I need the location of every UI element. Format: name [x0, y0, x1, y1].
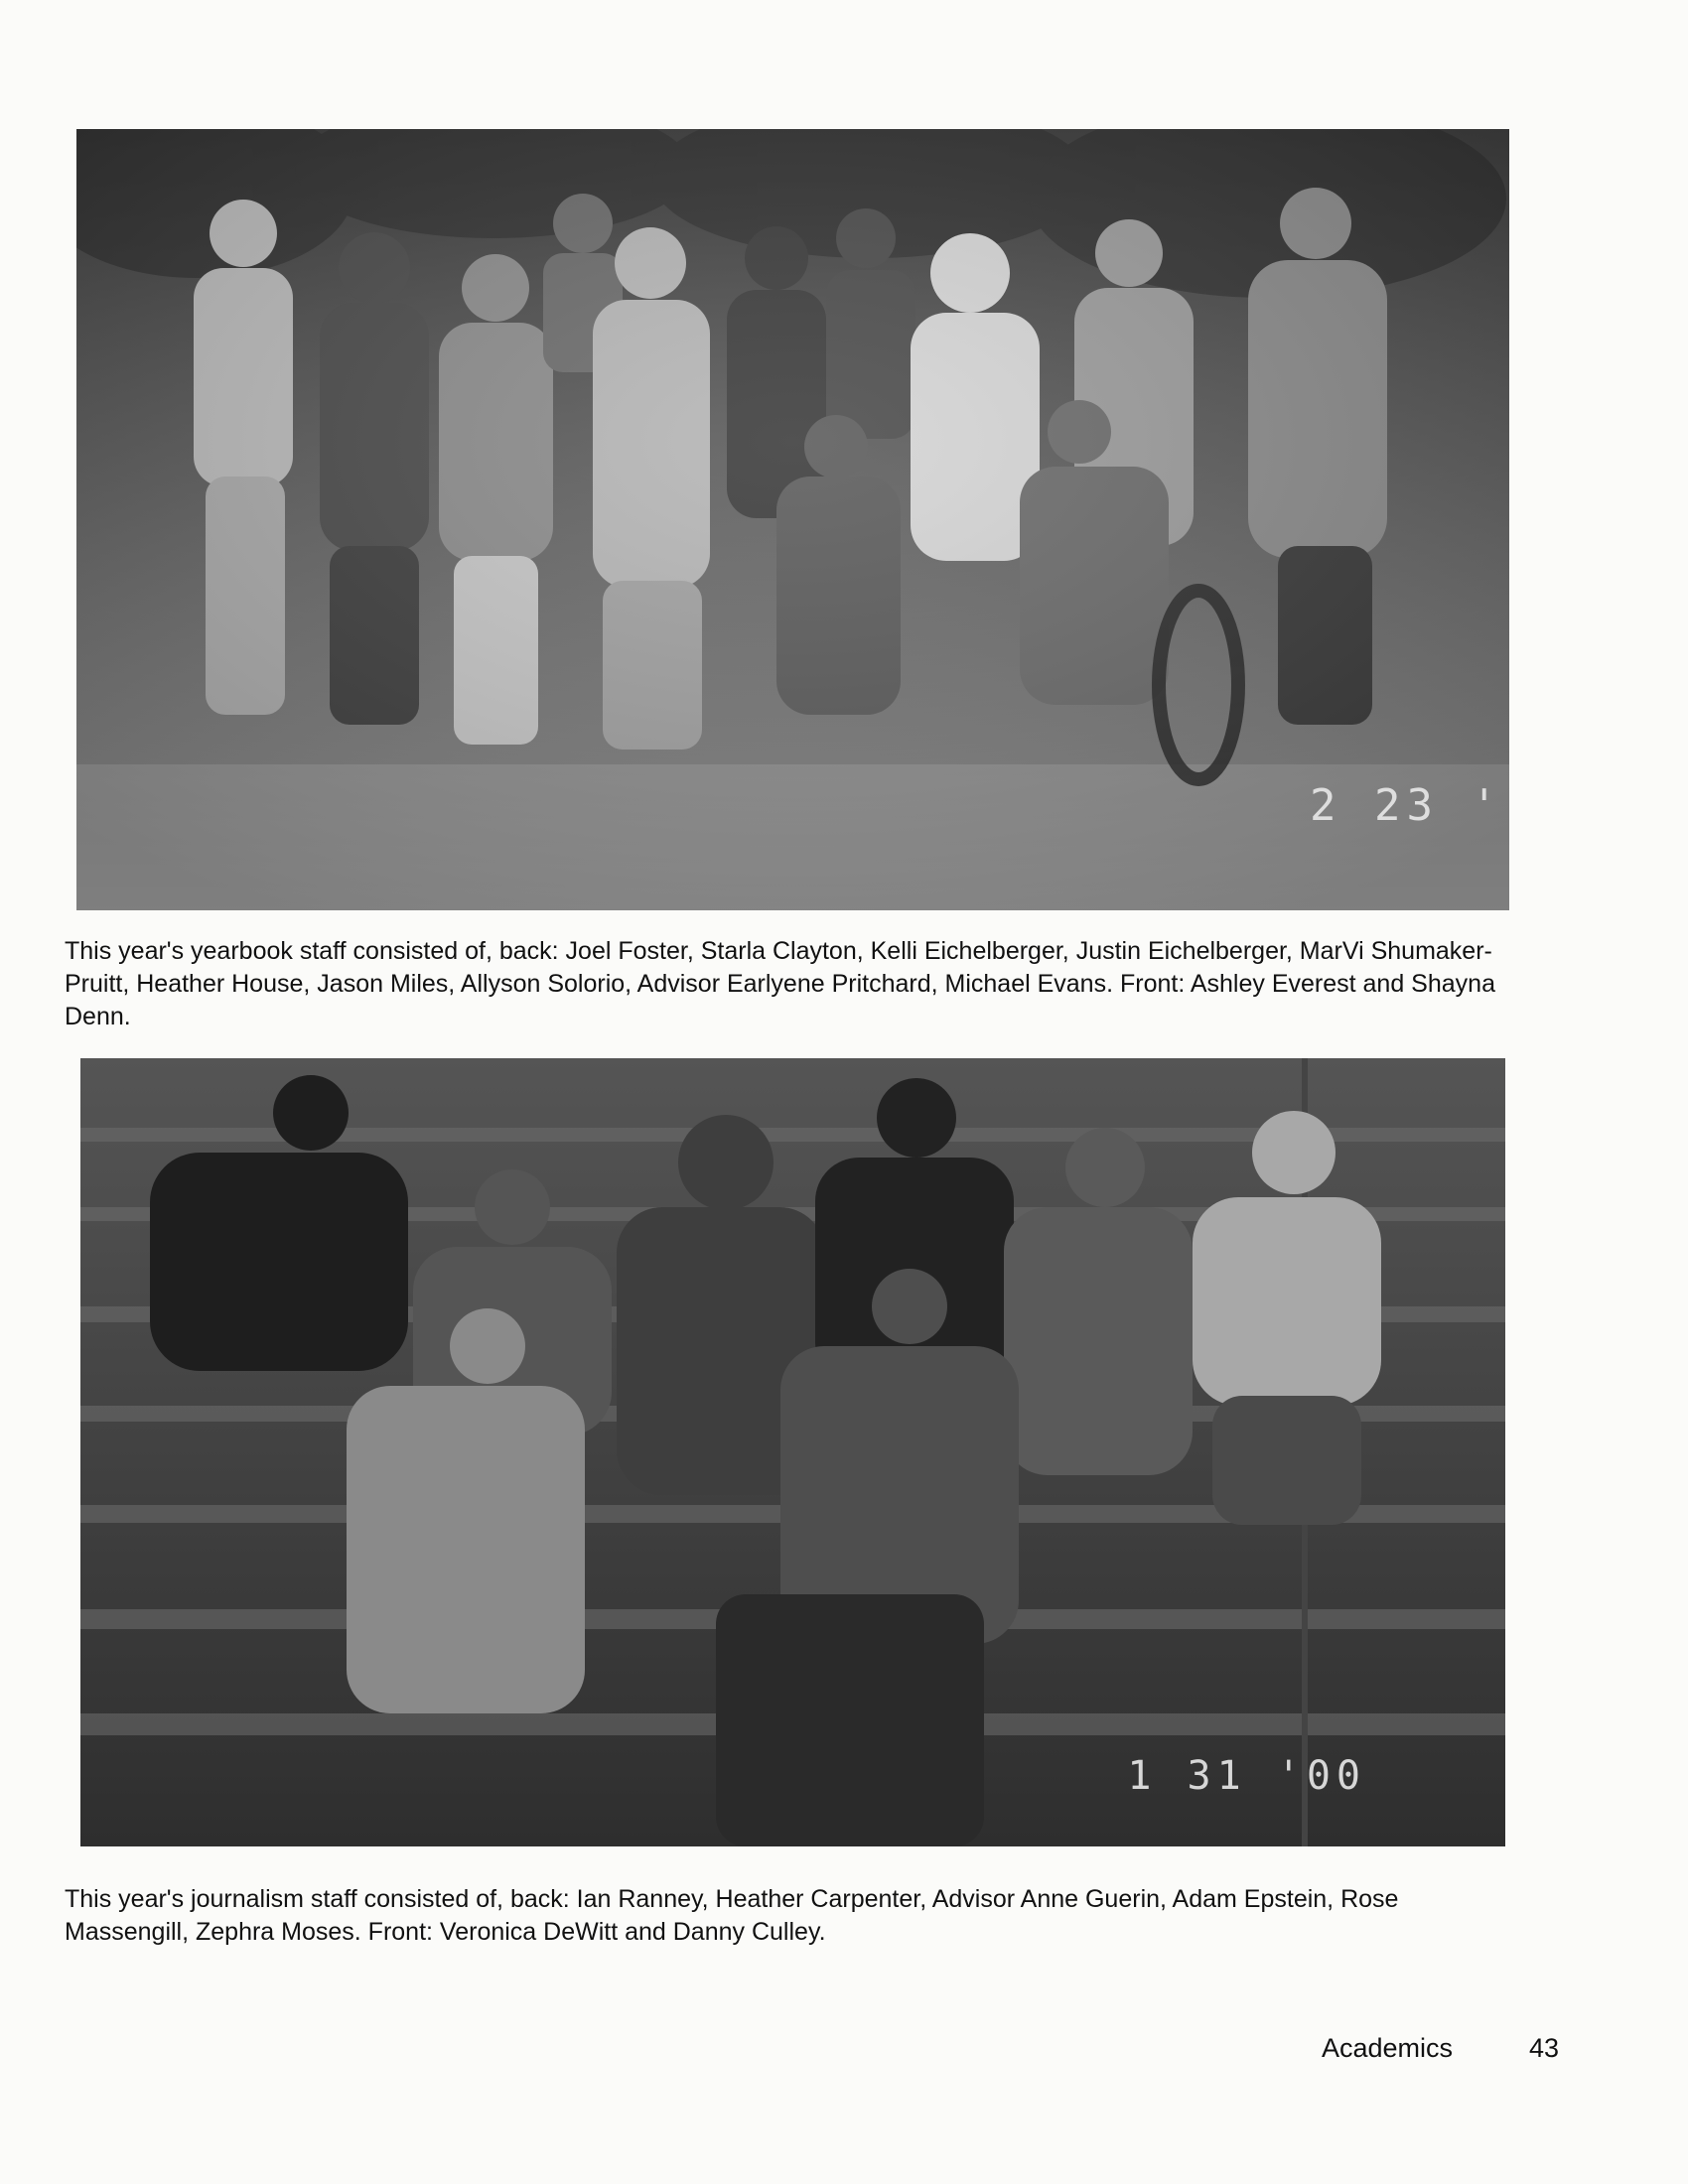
footer-section-label: Academics [1322, 2033, 1454, 2063]
photo-date-stamp: 2 23 ' [1310, 780, 1503, 831]
journalism-staff-photo [80, 1058, 1505, 1846]
footer-page-number: 43 [1529, 2033, 1560, 2063]
yearbook-photo-image [76, 129, 1509, 910]
photo-date-stamp: 1 31 '00 [1127, 1753, 1366, 1799]
yearbook-staff-photo [76, 129, 1509, 910]
journalism-photo-image [80, 1058, 1505, 1846]
journalism-staff-caption: This year's journalism staff consisted of, back: Ian Ranney, Heather Carpenter, Advisor Anne Guerin, Adam Epstein, Rose Massengill, Zephra Moses. Front: Veronica DeWitt and Danny Culley. [65, 1885, 1399, 1946]
yearbook-staff-caption: This year's yearbook staff consisted of, back: Joel Foster, Starla Clayton, Kelli Eichelberger, Justin Eichelberger, MarVi Shumaker-Pruitt, Heather House, Jason Miles, Allyson Solorio, Advisor Earlyene Pritchard, Michael Evans. Front: Ashley Everest and Shayna Denn. [65, 937, 1495, 1030]
